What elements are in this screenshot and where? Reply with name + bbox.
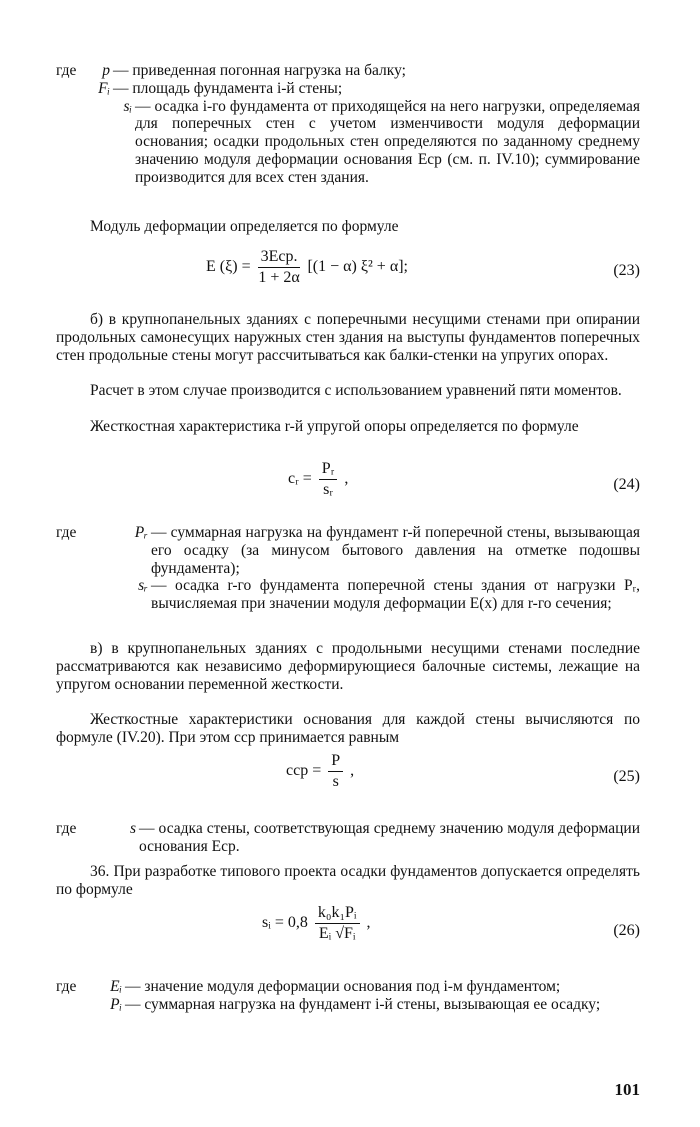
definition-text: — осадка i-го фундамента от приходящейся на него нагрузки, определяемая для поперечных стен с учетом изменчивости модуля деформации основания; осадки продольных стен определяются по заданному среднему значению модуля деформации основания Eср (см. п. IV.10); суммирование производится для всех стен здания. xyxy=(135,97,640,186)
equation-rhs: [(1 − α) ξ² + α]; xyxy=(307,258,408,276)
paragraph: в) в крупнопанельных зданиях с продольными несущими стенами последние рассматриваются как независимо деформирующиеся балочные системы, лежащие на упругом основании переменной жесткости. xyxy=(56,640,640,693)
equation-number: (23) xyxy=(613,262,640,279)
paragraph: Жесткостная характеристика r-й упругой опоры определяется по формуле xyxy=(90,418,579,435)
definition-text: — площадь фундамента i-й стены; xyxy=(113,79,343,97)
where-label xyxy=(56,80,90,98)
paragraph: Модуль деформации определяется по формуле xyxy=(90,218,399,235)
definition-row xyxy=(56,820,640,856)
definition-row xyxy=(56,577,640,613)
definition-row xyxy=(56,98,640,187)
equation-rhs: , xyxy=(344,470,349,488)
equation-25 xyxy=(56,752,640,802)
fraction-denominator: 1 + 2α xyxy=(258,269,300,286)
definitions-3 xyxy=(56,820,640,856)
definition-row xyxy=(56,978,640,996)
paragraph: Расчет в этом случае производится с использованием уравнений пяти моментов. xyxy=(90,382,622,399)
symbol: p xyxy=(102,62,110,79)
where-label xyxy=(56,98,90,187)
where-label xyxy=(56,577,90,613)
symbol: sᵢ xyxy=(123,97,132,115)
symbol: Pᵢ xyxy=(110,995,122,1013)
fraction-numerator: k₀k₁Pᵢ xyxy=(315,904,360,924)
definition-text: — осадка стены, соответствующая среднему значению модуля деформации основания Eср. xyxy=(139,820,640,855)
symbol: Pᵣ xyxy=(134,524,148,541)
fraction-numerator: 3Eср. xyxy=(258,248,301,268)
definition-row xyxy=(56,62,640,80)
definition-text: — приведенная погонная нагрузка на балку; xyxy=(113,62,406,79)
equation-rhs: , xyxy=(366,914,371,932)
where-label xyxy=(56,996,90,1014)
equation-lhs: cᵣ = xyxy=(288,470,312,488)
symbol: Fᵢ xyxy=(98,79,110,97)
where-label: где xyxy=(56,978,77,995)
fraction-denominator: sᵣ xyxy=(323,481,334,498)
symbol: Eᵢ xyxy=(110,978,122,995)
definition-row xyxy=(56,524,640,577)
symbol: s xyxy=(129,820,136,837)
paragraph: 36. При разработке типового проекта осадки фундаментов допускается определять по формуле xyxy=(56,863,640,898)
equation-number: (26) xyxy=(613,922,640,939)
definition-text: — суммарная нагрузка на фундамент r-й поперечной стены, вызывающая его осадку (за минусом бытового давления на отметке подошвы фундамента); xyxy=(151,524,640,577)
where-label: где xyxy=(56,524,77,541)
definition-text: — значение модуля деформации основания под i-м фундаментом; xyxy=(125,978,561,995)
definitions-2 xyxy=(56,524,640,613)
fraction-numerator: P xyxy=(328,752,343,772)
equation-23 xyxy=(56,244,640,294)
definition-row xyxy=(56,996,640,1014)
definition-text: — суммарная нагрузка на фундамент i-й стены, вызывающая ее осадку; xyxy=(125,995,601,1013)
fraction-denominator: Eᵢ √Fᵢ xyxy=(318,925,356,942)
symbol: sᵣ xyxy=(138,577,148,595)
equation-lhs: sᵢ = 0,8 xyxy=(262,914,308,932)
equation-lhs: E (ξ) = xyxy=(206,258,251,276)
where-label: где xyxy=(56,820,77,837)
fraction-denominator: s xyxy=(332,773,339,790)
paragraph: Жесткостные характеристики основания для каждой стены вычисляются по формуле (IV.20). При этом cср принимается равным xyxy=(56,711,640,746)
equation-rhs: , xyxy=(350,762,355,780)
definitions-1 xyxy=(56,62,640,187)
page-number: 101 xyxy=(614,1080,640,1099)
definition-text: — осадка r-го фундамента поперечной стены здания от нагрузки Pᵣ, вычисляемая при значении модуля деформации E(x) для r-го сечения; xyxy=(151,577,640,613)
definition-row xyxy=(56,80,640,98)
equation-26 xyxy=(56,904,640,962)
fraction-numerator: Pᵣ xyxy=(319,460,338,480)
equation-lhs: cср = xyxy=(286,762,322,780)
where-label: где xyxy=(56,62,77,79)
paragraph: б) в крупнопанельных зданиях с поперечными несущими стенами при опирании продольных самонесущих наружных стен здания на выступы фундаментов поперечных стен продольные стены могут рассчитываться как балки-стенки на упругих опорах. xyxy=(56,311,640,364)
definitions-4 xyxy=(56,978,640,1014)
equation-number: (24) xyxy=(613,476,640,493)
equation-24 xyxy=(56,460,640,510)
equation-number: (25) xyxy=(613,768,640,785)
